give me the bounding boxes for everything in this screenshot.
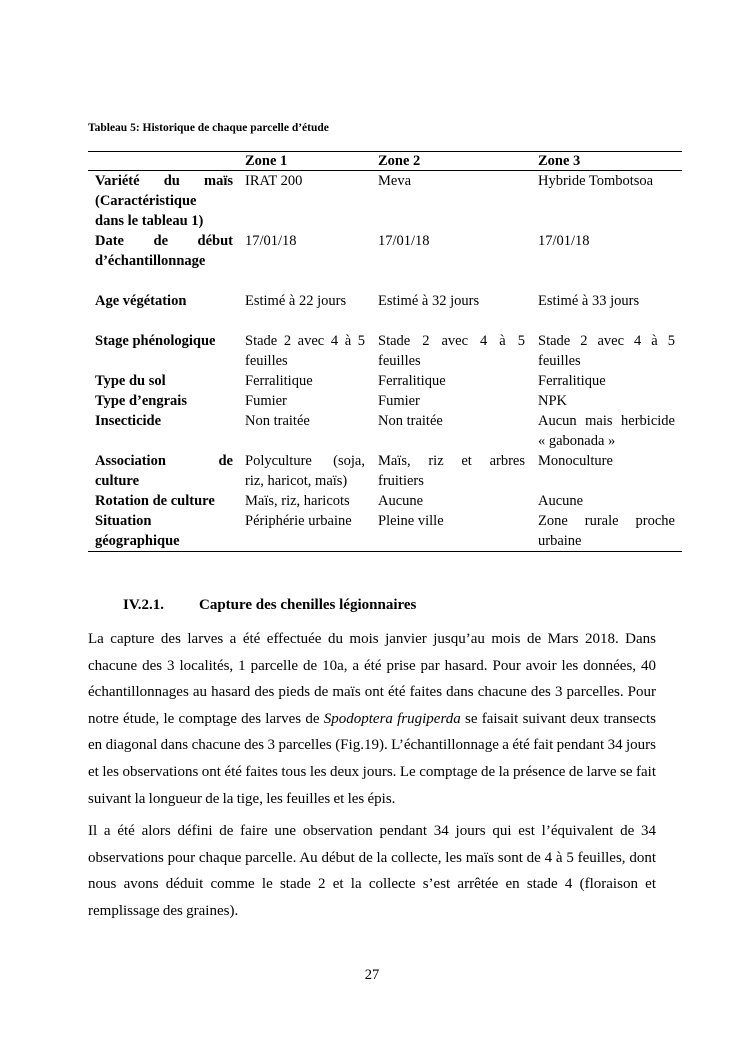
cell-line: Ferralitique xyxy=(245,373,313,389)
cell-line: dans le tableau 1) xyxy=(95,213,204,229)
zone-2-cell xyxy=(378,171,538,231)
text-run: Il a été alors défini de faire une observation pendant 34 jours qui est l’équivalent de 34 xyxy=(88,823,656,840)
cell-line: Aucune xyxy=(378,493,424,509)
zone-1-cell xyxy=(245,451,378,491)
cell-line: Aucune xyxy=(538,493,584,509)
header-empty xyxy=(95,152,245,170)
cell-line: Zone rurale proche xyxy=(538,513,675,529)
row-label xyxy=(95,291,245,311)
cell-line: Stade 2 avec 4 à 5 xyxy=(245,333,365,349)
cell-line: feuilles xyxy=(538,353,581,369)
row-label xyxy=(95,491,245,511)
paragraph-line xyxy=(88,871,656,898)
table-row xyxy=(88,231,682,291)
table-row xyxy=(88,451,682,491)
cell-line: Stage phénologique xyxy=(95,333,216,349)
cell-line: Variété du maïs xyxy=(95,173,233,189)
text-run: notre étude, le comptage des larves de xyxy=(88,710,324,727)
cell-line: « gabonada » xyxy=(538,433,616,449)
text-run: échantillonnages au hasard des pieds de maïs ont été faites dans chacune des 3 parcelles. Pour xyxy=(88,684,656,701)
paragraph-line xyxy=(88,898,656,925)
cell-line: Estimé à 32 jours xyxy=(378,293,480,309)
cell-line: Aucun mais herbicide xyxy=(538,413,675,429)
cell-line: Ferralitique xyxy=(538,373,606,389)
cell-line: fruitiers xyxy=(378,473,424,489)
cell-line: Stade 2 avec 4 à 5 xyxy=(378,333,525,349)
cell-line: Rotation de culture xyxy=(95,493,215,509)
zone-3-cell xyxy=(538,451,682,491)
table-caption: Tableau 5: Historique de chaque parcelle d’étude xyxy=(88,122,329,134)
cell-line: Type du sol xyxy=(95,373,166,389)
row-label xyxy=(95,451,245,491)
cell-line: Polyculture (soja, xyxy=(245,453,365,469)
table-row xyxy=(88,371,682,391)
row-label xyxy=(95,511,245,551)
cell-line: Ferralitique xyxy=(378,373,446,389)
row-label xyxy=(95,231,245,271)
cell-line: Estimé à 33 jours xyxy=(538,293,640,309)
row-label xyxy=(95,171,245,231)
cell-line: Meva xyxy=(378,173,412,189)
cell-line: Maïs, riz, haricots xyxy=(245,493,350,509)
zone-1-cell xyxy=(245,171,378,231)
species-name: Spodoptera frugiperda xyxy=(323,710,461,727)
text-run: et les observations ont été faites tous les deux jours. Le comptage de la présence de larve se fait xyxy=(88,763,656,780)
cell-line: Pleine ville xyxy=(378,513,444,529)
cell-line: IRAT 200 xyxy=(245,173,303,189)
text-run: La capture des larves a été effectuée du mois janvier jusqu’au mois de Mars 2018. Dans xyxy=(88,631,656,647)
row-label xyxy=(95,371,245,391)
page-number: 27 xyxy=(364,966,380,983)
paragraph-line xyxy=(88,818,656,845)
table-row xyxy=(88,511,682,552)
cell-line: Type d’engrais xyxy=(95,393,187,409)
zone-3-cell xyxy=(538,371,682,391)
paragraph-line xyxy=(88,845,656,872)
cell-line: Fumier xyxy=(245,393,287,409)
cell-line: d’échantillonnage xyxy=(95,253,206,269)
zone-3-cell xyxy=(538,331,682,371)
text-run: observations pour chaque parcelle. Au début de la collecte, les maïs sont de 4 à 5 feuilles, dont xyxy=(88,849,656,866)
cell-line: Non traitée xyxy=(245,413,310,429)
cell-line: 17/01/18 xyxy=(378,233,430,249)
zone-2-cell xyxy=(378,231,538,271)
zone-2-cell xyxy=(378,491,538,511)
cell-line: Age végétation xyxy=(95,293,187,309)
zone-2-cell xyxy=(378,371,538,391)
row-label xyxy=(95,331,245,371)
paragraph-2 xyxy=(88,818,656,924)
zone-3-cell xyxy=(538,291,682,311)
zone-2-cell xyxy=(378,391,538,411)
cell-line: Maïs, riz et arbres xyxy=(378,453,525,469)
cell-line: feuilles xyxy=(245,353,288,369)
zone-1-cell xyxy=(245,331,378,371)
paragraph-line xyxy=(88,653,656,680)
paragraph-line xyxy=(88,786,656,813)
text-run: suivant la longueur de la tige, les feuilles et les épis. xyxy=(88,790,396,807)
history-table xyxy=(88,151,682,552)
paragraph-line xyxy=(88,759,656,786)
cell-line: urbaine xyxy=(538,533,582,549)
zone-2-cell xyxy=(378,451,538,491)
zone-1-cell xyxy=(245,411,378,451)
row-label xyxy=(95,411,245,451)
section-number: IV.2.1. xyxy=(123,597,164,613)
table-row xyxy=(88,171,682,231)
paragraph-line xyxy=(88,626,656,653)
cell-line: Fumier xyxy=(378,393,420,409)
text-run: chacune des 3 localités, 1 parcelle de 10a, a été prise par hasard. Pour avoir les données, 40 xyxy=(88,657,656,674)
cell-line: culture xyxy=(95,473,140,489)
text-run: remplissage des graines). xyxy=(88,902,239,919)
table-body xyxy=(88,171,682,552)
zone-1-cell xyxy=(245,231,378,271)
zone-3-cell xyxy=(538,391,682,411)
paragraph-line xyxy=(88,706,656,733)
header-zone-1: Zone 1 xyxy=(245,153,288,169)
cell-line: (Caractéristique xyxy=(95,193,197,209)
zone-1-cell xyxy=(245,291,378,311)
cell-line: Périphérie urbaine xyxy=(245,513,352,529)
section-heading xyxy=(88,597,656,617)
zone-3-cell xyxy=(538,231,682,271)
section-title: Capture des chenilles légionnaires xyxy=(199,597,417,613)
cell-line: 17/01/18 xyxy=(538,233,590,249)
zone-2-cell xyxy=(378,511,538,551)
cell-line: Non traitée xyxy=(378,413,443,429)
row-label xyxy=(95,391,245,411)
text-run: nous avons déduit comme le stade 2 et la collecte s’est arrêtée en stade 4 (floraison et xyxy=(88,876,656,893)
header-zone-2: Zone 2 xyxy=(378,153,421,169)
cell-line: 17/01/18 xyxy=(245,233,297,249)
paragraph-1 xyxy=(88,626,656,812)
zone-1-cell xyxy=(245,391,378,411)
zone-1-cell xyxy=(245,511,378,551)
table-row xyxy=(88,411,682,451)
zone-2-cell xyxy=(378,411,538,451)
cell-line: NPK xyxy=(538,393,568,409)
zone-3-cell xyxy=(538,411,682,451)
table-header-row xyxy=(88,152,682,171)
cell-line: feuilles xyxy=(378,353,421,369)
cell-line: Stade 2 avec 4 à 5 xyxy=(538,333,675,349)
cell-line: Hybride Tombotsoa xyxy=(538,173,654,189)
text-run: se faisait suivant deux transects xyxy=(460,710,656,727)
table-row xyxy=(88,491,682,511)
body-text xyxy=(88,597,656,984)
zone-1-cell xyxy=(245,371,378,391)
text-run: en diagonal dans chacune des 3 parcelles (Fig.19). L’échantillonnage a été fait pendant 34 jours xyxy=(88,737,656,754)
zone-3-cell xyxy=(538,171,682,231)
zone-3-cell xyxy=(538,511,682,551)
cell-line: Estimé à 22 jours xyxy=(245,293,347,309)
table-row xyxy=(88,291,682,331)
cell-line: Situation xyxy=(95,513,152,529)
zone-2-cell xyxy=(378,291,538,311)
zone-3-cell xyxy=(538,491,682,511)
table-row xyxy=(88,331,682,371)
paragraph-line xyxy=(88,732,656,759)
cell-line: Association de xyxy=(95,453,233,469)
cell-line: riz, haricot, maïs) xyxy=(245,473,348,489)
cell-line: géographique xyxy=(95,533,180,549)
zone-1-cell xyxy=(245,491,378,511)
paragraph-line xyxy=(88,679,656,706)
zone-2-cell xyxy=(378,331,538,371)
header-zone-3: Zone 3 xyxy=(538,153,581,169)
table-row xyxy=(88,391,682,411)
cell-line: Monoculture xyxy=(538,453,613,469)
cell-line: Date de début xyxy=(95,233,233,249)
cell-line: Insecticide xyxy=(95,413,162,429)
